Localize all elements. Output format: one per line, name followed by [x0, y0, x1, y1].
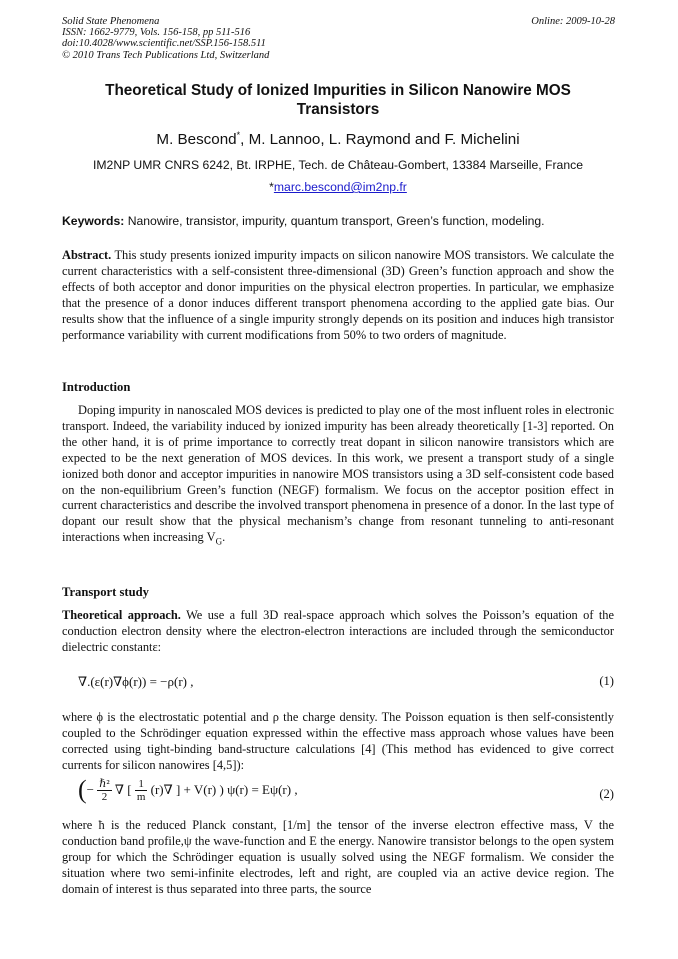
introduction-body — [62, 403, 614, 551]
equation-2-number: (2) — [599, 787, 614, 801]
author-list — [62, 130, 614, 148]
doi-line: doi:10.4028/www.scientific.net/SSP.156-158.511 — [62, 38, 266, 50]
equation-2: (− $\frac{\text{ℏ²}}{2}$ ∇ [ $\frac{1}{m}$ (r)∇ ] + V(r) ) ψ(r) = Eψ(r) , (2) — [78, 775, 614, 804]
issn-line: ISSN: 1662-9779, Vols. 156-158, pp 511-516 — [62, 27, 251, 39]
theory-label: Theoretical approach. — [62, 608, 181, 622]
equation-context: where ϕ is the electrostatic potential and ρ the charge density. The Poisson equation is then self-consistently coupled to the Schrödinger equation expressed within the effective mass approach whose values have been corrected using tight-binding band-structure calculations [4] (This method has evidenced to give correct currents for silicon nanowires [4,5]): — [62, 710, 614, 772]
equation-2-rest: (r)∇ ] + V(r) ) ψ(r) = Eψ(r) , — [150, 782, 298, 797]
online-date: Online: 2009-10-28 — [531, 16, 615, 27]
equation-1 — [78, 674, 614, 690]
introduction-end: . — [222, 530, 226, 545]
theory-text: We use a full 3D real-space approach which solves the Poisson’s equation of the conduction electron density where the electron-electron interactions are included through the semiconductor dielectric constantε: — [62, 608, 614, 654]
abstract-label: Abstract. — [62, 248, 112, 262]
equation-1-number: (1) — [599, 674, 614, 688]
introduction-heading: Introduction — [62, 380, 131, 394]
transport-heading: Transport study — [62, 585, 149, 599]
journal-name: Solid State Phenomena — [62, 16, 160, 27]
hbar-fraction: $\frac{\text{ℏ²}}{2}$ — [99, 777, 110, 803]
first-author: M. Bescond — [156, 131, 237, 149]
paper-title — [62, 81, 614, 119]
keywords-label: Keywords: — [62, 214, 125, 228]
theoretical-approach — [62, 608, 614, 656]
email-mark: * — [269, 180, 274, 194]
vg-subscript: G — [215, 536, 223, 547]
email-link[interactable]: marc.bescond@im2np.fr — [273, 180, 407, 194]
affiliation: IM2NP UMR CNRS 6242, Bt. IRPHE, Tech. de Château-Gombert, 13384 Marseille, France — [93, 158, 583, 172]
title-line-1: Theoretical Study of Ionized Impurities in Silicon Nanowire MOS — [105, 82, 571, 99]
abstract-text: This study presents ionized impurity impacts on silicon nanowire MOS transistors. We calculate the current characteristics with a self-consistent three-dimensional (3D) Green’s function approach and show the effects of both acceptor and donor impurities on the physical electron properties. In particular, we emphasize that the presence of a donor induces different transport phenomena according to the applied gate bias. Our results show that the influence of a single impurity strongly depends on its position and induces high transistor performance variability with current modifications from 50% to two orders of magnitude. — [62, 248, 614, 342]
copyright-line: © 2010 Trans Tech Publications Ltd, Switzerland — [62, 49, 270, 61]
journal-header — [62, 16, 402, 61]
corresponding-mark: * — [236, 130, 241, 140]
other-authors: , M. Lannoo, L. Raymond and F. Michelini — [240, 131, 520, 149]
mass-fraction: $\frac{1}{m}$ — [136, 777, 146, 803]
introduction-text: Doping impurity in nanoscaled MOS devices is predicted to play one of the most influent roles in electronic transport. Indeed, the variability induced by ionized impurity has been already theoretically [1-3] reported. On the other hand, it is of prime importance to correctly treat dopant in silicon nanowire transistors which are expected to be the next generation of MOS devices. In this work, we present a transport study of a single ionized both donor and acceptor impurities in nanowire MOS transistors using a 3D self-consistent code based on the non-equilibrium Green’s function (NEGF) formalism. We focus on the acceptor position effect in current characteristics and describe the involved transport phenomena in presence of a donor. In the last type of dopant our result show that the physical mechanism’s change from resonant tunneling to anti-resonant interactions when increasing V — [62, 403, 614, 545]
title-line-2: Transistors — [296, 101, 380, 118]
keywords — [62, 214, 614, 228]
abstract — [62, 248, 614, 343]
negf-paragraph: where ħ is the reduced Planck constant, [1/m] the tensor of the inverse electron effective mass, V the conduction band profile,ψ the wave-function and E the energy. Nanowire transistor belongs to the open system group for which the Schrödinger equation is usually solved using the NEGF formalism. We consider the situation where two semi-infinite electrodes, left and right, are coupled via an active device region. The domain of interest is thus separated into three parts, the source — [62, 818, 614, 896]
contact-email — [62, 180, 614, 194]
equation-1-body: ∇.(ε(r)∇ϕ(r)) = −ρ(r) , — [78, 674, 194, 689]
keywords-text: Nanowire, transistor, impurity, quantum transport, Green’s function, modeling. — [124, 214, 545, 228]
